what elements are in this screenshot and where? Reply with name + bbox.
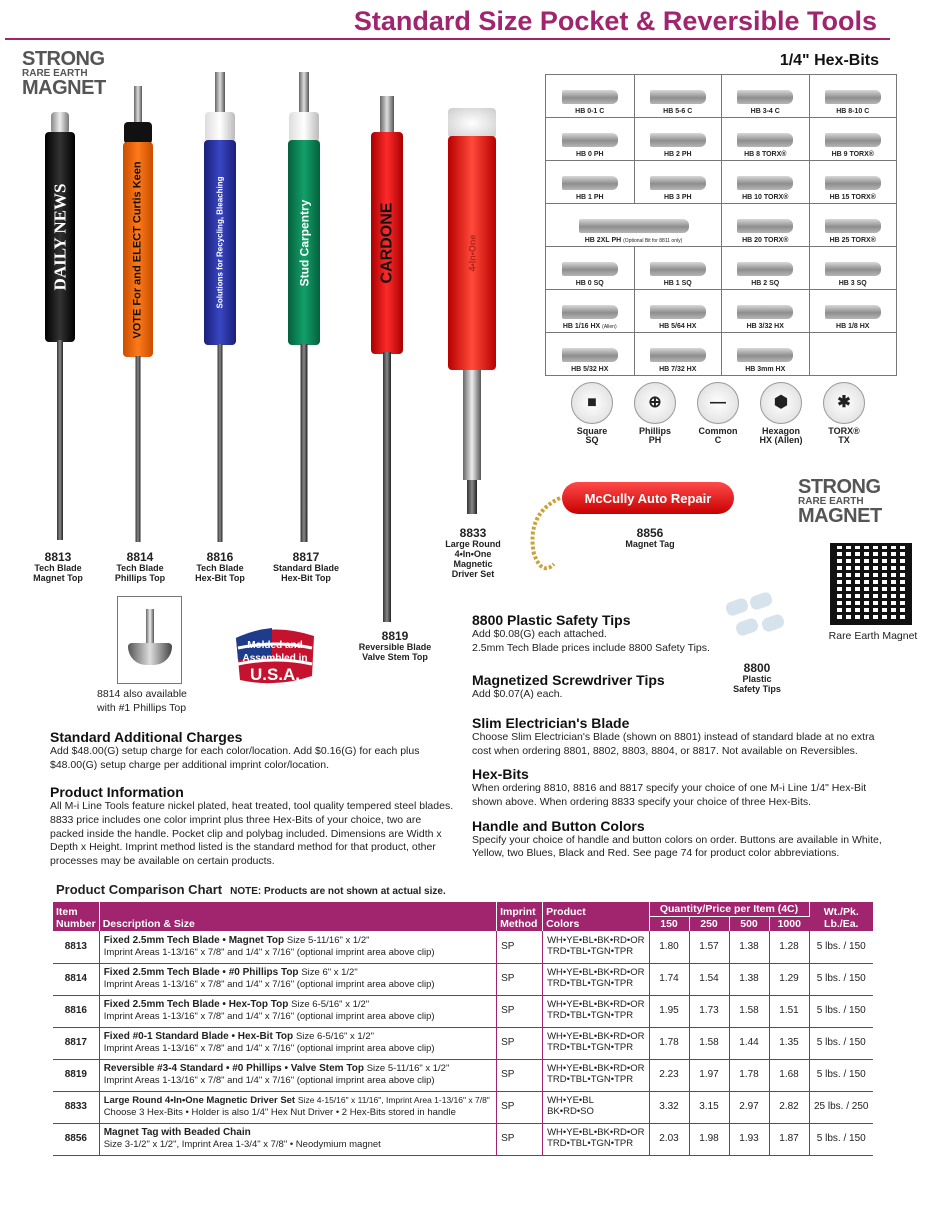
cell-item: 8816 (53, 995, 99, 1027)
tool-8816-image: Solutions for Recycling, Bleaching (198, 72, 242, 542)
cell-item: 8817 (53, 1027, 99, 1059)
table-row (53, 1123, 873, 1155)
qr-caption: Rare Earth Magnet (828, 630, 918, 642)
cell-method: SP (497, 931, 543, 963)
usa-line2: Assembled in (242, 653, 308, 664)
tool-8833-image: 4•In•One (444, 108, 500, 518)
hexbit-cell: HB 8 TORX® (721, 118, 809, 160)
cell-price: 1.58 (729, 995, 769, 1027)
cell-method: SP (497, 1027, 543, 1059)
hexbits-grid (545, 74, 897, 376)
strong-magnet-logo: STRONG RARE EARTH MAGNET (22, 48, 106, 99)
cell-weight: 5 lbs. / 150 (809, 1059, 873, 1091)
cell-price: 1.98 (689, 1123, 729, 1155)
cell-method: SP (497, 1091, 543, 1123)
cell-colors: WH•YE•BL•BK•RD•OR TRD•TBL•TGN•TPR (543, 995, 649, 1027)
cell-price: 2.03 (649, 1123, 689, 1155)
common-tip-icon: — (697, 382, 739, 424)
table-row (53, 1059, 873, 1091)
qr-code[interactable] (830, 543, 912, 625)
section-heading: 8800 Plastic Safety Tips (472, 612, 631, 628)
cell-price: 2.97 (729, 1091, 769, 1123)
hexbit-cell: HB 3 SQ (809, 247, 897, 289)
hexbit-cell: HB 5/32 HX (546, 333, 634, 375)
cell-weight: 5 lbs. / 150 (809, 1123, 873, 1155)
th-item: Item Number (53, 902, 99, 931)
hexbit-cell: HB 9 TORX® (809, 118, 897, 160)
tip-common: — Common C (693, 382, 743, 446)
cell-price: 1.51 (769, 995, 809, 1027)
tip-square: ■ Square SQ (567, 382, 617, 446)
tool-8813-image: DAILY NEWS (40, 112, 80, 542)
cell-price: 1.38 (729, 963, 769, 995)
section-heading: Handle and Button Colors (472, 817, 645, 834)
hexbit-cell: HB 20 TORX® (721, 204, 809, 246)
tip-phillips: ⊕ Phillips PH (630, 382, 680, 446)
chart-title: Product Comparison Chart NOTE: Products are not shown at actual size. (56, 882, 446, 897)
hexbit-cell: HB 15 TORX® (809, 161, 897, 203)
phillips-note: 8814 also available with #1 Phillips Top (97, 688, 187, 714)
cell-desc: Reversible #3-4 Standard • #0 Phillips • Valve Stem Top Size 5-11/16" x 1/2" Imprint Areas 1-13/16" x 7/8" and 1/4" x 7/16" (optional imprint area above clip) (99, 1059, 496, 1091)
cell-desc: Fixed 2.5mm Tech Blade • #0 Phillips Top Size 6" x 1/2" Imprint Areas 1-13/16" x 7/8" and 1/4" x 7/16" (optional imprint area above clip) (99, 963, 496, 995)
table-row (53, 963, 873, 995)
th-q500: 500 (729, 917, 769, 932)
cell-price: 1.73 (689, 995, 729, 1027)
cell-price: 1.44 (729, 1027, 769, 1059)
tool-8814-image: VOTE For and ELECT Curtis Keen (118, 86, 158, 542)
table-row (53, 931, 873, 963)
title-divider (5, 38, 890, 40)
beaded-chain-image (520, 494, 570, 582)
usa-badge (232, 618, 318, 690)
section-text: Add $48.00(G) setup charge for each color/location. Add $0.16(G) for each plus $48.00(G) setup charge per additional imprint color/location. (50, 745, 420, 771)
th-qty: Quantity/Price per Item (4C) (649, 902, 809, 917)
cell-method: SP (497, 995, 543, 1027)
cell-desc: Magnet Tag with Beaded Chain Size 3-1/2" x 1/2", Imprint Area 1-3/4" x 7/8" • Neodymium magnet (99, 1123, 496, 1155)
tool-8819-label: 8819 Reversible Blade Valve Stem Top (358, 629, 432, 663)
cell-item: 8856 (53, 1123, 99, 1155)
square-tip-icon: ■ (571, 382, 613, 424)
th-desc: Description & Size (99, 902, 496, 931)
usa-line3: U.S.A. (249, 665, 301, 684)
cell-desc: Fixed 2.5mm Tech Blade • Hex-Top Top Size 6-5/16" x 1/2" Imprint Areas 1-13/16" x 7/8" and 1/4" x 7/16" (optional imprint area above clip) (99, 995, 496, 1027)
right-sections (472, 715, 882, 861)
section-heading: Product Information (50, 784, 184, 801)
cell-colors: WH•YE•BL•BK•RD•OR TRD•TBL•TGN•TPR (543, 1027, 649, 1059)
cell-colors: WH•YE•BL•BK•RD•OR TRD•TBL•TGN•TPR (543, 1123, 649, 1155)
cell-method: SP (497, 1059, 543, 1091)
section-heading: Hex-Bits (472, 766, 529, 783)
cell-colors: WH•YE•BL•BK•RD•OR TRD•TBL•TGN•TPR (543, 963, 649, 995)
cell-weight: 5 lbs. / 150 (809, 1027, 873, 1059)
hexbit-cell: HB 3 PH (634, 161, 722, 203)
cell-price: 1.93 (729, 1123, 769, 1155)
hexbit-cell: HB 0 PH (546, 118, 634, 160)
usa-line1: Molded and (247, 640, 303, 651)
cell-price: 3.15 (689, 1091, 729, 1123)
th-q250: 250 (689, 917, 729, 932)
tool-8800-label: 8800 Plastic Safety Tips (733, 661, 781, 695)
th-q1000: 1000 (769, 917, 809, 932)
th-weight: Wt./Pk. Lb./Ea. (809, 902, 873, 931)
hexagon-tip-icon: ⬢ (760, 382, 802, 424)
tool-8856-label: 8856 Magnet Tag (625, 526, 675, 550)
cell-price: 1.57 (689, 931, 729, 963)
hexbit-cell: HB 2 SQ (721, 247, 809, 289)
hexbit-cell: HB 8-10 C (809, 75, 897, 117)
hexbit-cell: HB 1 SQ (634, 247, 722, 289)
cell-weight: 5 lbs. / 150 (809, 995, 873, 1027)
cell-weight: 25 lbs. / 250 (809, 1091, 873, 1123)
cell-price: 1.78 (649, 1027, 689, 1059)
section-heading: Slim Electrician's Blade (472, 715, 630, 731)
cell-item: 8819 (53, 1059, 99, 1091)
tip-types (567, 382, 869, 446)
right-section-tips (472, 612, 717, 655)
hexbits-title: 1/4" Hex-Bits (779, 52, 879, 69)
cell-desc: Fixed 2.5mm Tech Blade • Magnet Top Size 5-11/16" x 1/2" Imprint Areas 1-13/16" x 7/8" and 1/4" x 7/16" (optional imprint area above clip) (99, 931, 496, 963)
section-heading: Standard Additional Charges (50, 729, 243, 745)
hexbit-cell: HB 2 PH (634, 118, 722, 160)
safety-tips-image (722, 594, 788, 650)
section-text: When ordering 8810, 8816 and 8817 specify your choice of one M-i Line 1/4" Hex-Bit shown above. When ordering 8833 specify your choice of three Hex-Bits. (472, 782, 867, 808)
hexbit-cell: HB 7/32 HX (634, 333, 722, 375)
table-row (53, 1091, 873, 1123)
hexbit-cell-empty (809, 333, 897, 375)
cell-weight: 5 lbs. / 150 (809, 931, 873, 963)
cell-price: 1.80 (649, 931, 689, 963)
chart-note: NOTE: Products are not shown at actual size. (230, 886, 446, 897)
section-text: Choose Slim Electrician's Blade (shown on 8801) instead of standard blade at no extra cost when ordering 8801, 8802, 8803, 8804, or 8817. Not available on Reversibles. (472, 731, 875, 757)
comparison-table (53, 902, 873, 1156)
table-row (53, 995, 873, 1027)
cell-item: 8813 (53, 931, 99, 963)
th-colors: Product Colors (543, 902, 649, 931)
hexbit-cell: HB 1/16 HX (Allen) (546, 290, 634, 332)
hexbit-cell: HB 3/32 HX (721, 290, 809, 332)
tool-8819-image: CARDONE (366, 96, 408, 626)
left-sections (50, 729, 455, 868)
strong-magnet-logo-right: STRONG RARE EARTH MAGNET (798, 476, 882, 527)
hexbit-cell-wide: HB 2XL PH (Optional Bit for 8811 only) (546, 204, 721, 246)
phillips-top-detail (117, 596, 182, 684)
section-text: Add $0.08(G) each attached. 2.5mm Tech Blade prices include 8800 Safety Tips. (472, 628, 710, 654)
hexbit-cell: HB 1/8 HX (809, 290, 897, 332)
section-text: Specify your choice of handle and button colors on order. Buttons are available in White, Yellow, two Blues, Black and Red. See page 74 for product color abbreviations. (472, 833, 882, 860)
cell-price: 1.29 (769, 963, 809, 995)
tool-8814-label: 8814 Tech Blade Phillips Top (114, 550, 166, 584)
cell-price: 1.68 (769, 1059, 809, 1091)
tool-8816-label: 8816 Tech Blade Hex-Bit Top (195, 550, 245, 584)
cell-price: 1.97 (689, 1059, 729, 1091)
cell-price: 1.35 (769, 1027, 809, 1059)
hexbit-cell: HB 3mm HX (721, 333, 809, 375)
section-text: All M-i Line Tools feature nickel plated, heat treated, tool quality tempered steel blades. 8833 price includes one color imprint plus three Hex-Bits of your choice, two are packed inside the handle. Pocket clip and polybag included. Dimensions are Width x Depth x Height. Imprint method listed is the standard method for that product, other processes may be available on certain products. (50, 800, 454, 867)
cell-price: 1.28 (769, 931, 809, 963)
tool-8833-label: 8833 Large Round 4•In•One Magnetic Driver Set (445, 526, 501, 579)
cell-weight: 5 lbs. / 150 (809, 963, 873, 995)
th-q150: 150 (649, 917, 689, 932)
cell-item: 8833 (53, 1091, 99, 1123)
hexbit-cell: HB 5/64 HX (634, 290, 722, 332)
th-imprint: Imprint Method (497, 902, 543, 931)
section-text: Add $0.07(A) each. (472, 688, 563, 700)
right-section-magnetized (472, 672, 717, 702)
cell-price: 1.87 (769, 1123, 809, 1155)
table-row (53, 1027, 873, 1059)
cell-price: 1.58 (689, 1027, 729, 1059)
cell-price: 2.23 (649, 1059, 689, 1091)
cell-price: 2.82 (769, 1091, 809, 1123)
page-title: Standard Size Pocket & Reversible Tools (353, 6, 877, 36)
hexbit-cell: HB 0 SQ (546, 247, 634, 289)
hexbit-cell: HB 3-4 C (721, 75, 809, 117)
cell-desc: Fixed #0-1 Standard Blade • Hex-Bit Top Size 6-5/16" x 1/2" Imprint Areas 1-13/16" x 7/8" and 1/4" x 7/16" (optional imprint area above clip) (99, 1027, 496, 1059)
cell-colors: WH•YE•BL•BK•RD•OR TRD•TBL•TGN•TPR (543, 1059, 649, 1091)
tool-8813-label: 8813 Tech Blade Magnet Top (33, 550, 83, 584)
cell-price: 3.32 (649, 1091, 689, 1123)
cell-price: 1.74 (649, 963, 689, 995)
cell-desc: Large Round 4•In•One Magnetic Driver Set Size 4-15/16" x 11/16", Imprint Area 1-13/16" x 7/8" Choose 3 Hex-Bits • Holder is also 1/4" Hex Nut Driver • 2 Hex-Bits stored in handle (99, 1091, 496, 1123)
section-heading: Magnetized Screwdriver Tips (472, 672, 665, 688)
cell-price: 1.54 (689, 963, 729, 995)
cell-price: 1.78 (729, 1059, 769, 1091)
hexbit-cell: HB 25 TORX® (809, 204, 897, 246)
tip-torx: ✱ TORX® TX (819, 382, 869, 446)
cell-method: SP (497, 1123, 543, 1155)
hexbit-cell: HB 0-1 C (546, 75, 634, 117)
cell-item: 8814 (53, 963, 99, 995)
hexbit-cell: HB 10 TORX® (721, 161, 809, 203)
cell-colors: WH•YE•BL•BK•RD•OR TRD•TBL•TGN•TPR (543, 931, 649, 963)
cell-price: 1.38 (729, 931, 769, 963)
cell-price: 1.95 (649, 995, 689, 1027)
tip-hexagon: ⬢ Hexagon HX (Allen) (756, 382, 806, 446)
tool-8817-image: Stud Carpentry (282, 72, 326, 542)
phillips-tip-icon: ⊕ (634, 382, 676, 424)
torx-tip-icon: ✱ (823, 382, 865, 424)
tool-8817-label: 8817 Standard Blade Hex-Bit Top (272, 550, 339, 584)
magnet-tag-imprint: McCully Auto Repair (562, 482, 734, 514)
cell-method: SP (497, 963, 543, 995)
hexbit-cell: HB 5-6 C (634, 75, 722, 117)
cell-colors: WH•YE•BL BK•RD•SO (543, 1091, 649, 1123)
hexbit-cell: HB 1 PH (546, 161, 634, 203)
